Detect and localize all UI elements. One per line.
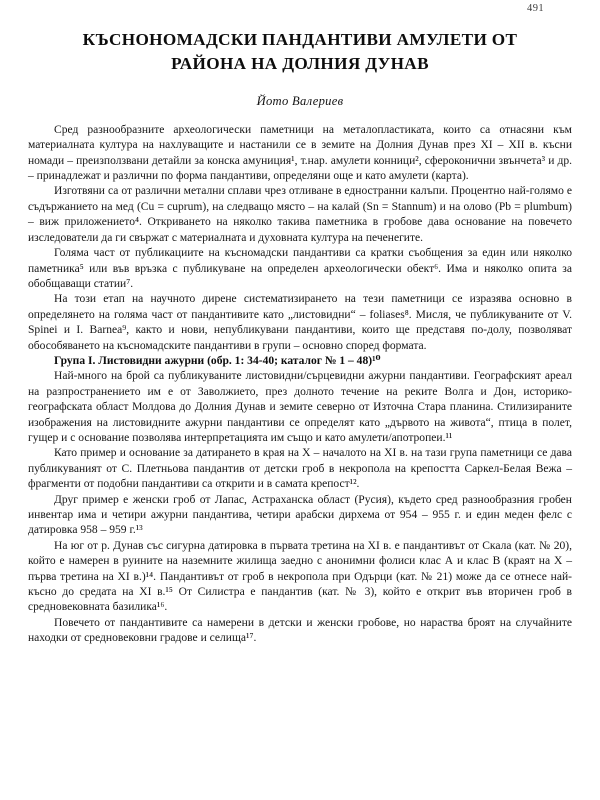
paragraph: На юг от р. Дунав със сигурна датировка в първата третина на XI в. е пандантивът от Скала (кат. № 20), който е намерен в руините на наземните жилища заедно с анонимни фолиси клас А и клас B (краят на X – първа третина на XI в.)¹⁴. Пандантивът от гроб в некропола при Одърци (кат. № 21) може да се отнесе най-късно до средата на XI в.¹⁵ От Силистра е пандантив (кат. № 3), който е открит във вторичен гроб в средновековната базилика¹⁶.	[28, 539, 572, 614]
paragraph: Повечето от пандантивите са намерени в детски и женски гробове, но нараства броят на случайните находки от средновековни градове и селища¹⁷.	[28, 616, 572, 645]
title-block	[28, 28, 572, 109]
body-text-column	[28, 123, 572, 647]
paragraph: Сред разнообразните археологически паметници на металопластиката, които са отнасяни към материалната култура на нахлуващите и настанили се в земите на Долния Дунав през XI – XII в. късни номади – преизползвани детайли за конска амуниция¹, т.нар. амулети конници², сфероконични звънчета³ и др. – принадлежат и различни по форма пандантиви, определяни още и като амулети (карта).	[28, 123, 572, 183]
paragraph: Най-много на брой са публикуваните листовидни/сърцевидни ажурни пандантиви. Географският ареал на разпространението им е от Заволжието, през долното течение на реките Волга и Дон, историко-географската област Молдова до Долния Дунав и земите северно от Източна Стара планина. Стилизираните изображения на листовидните ажурни пандантиви се определят като „дървото на живота“, птица в полет, гущер и с основание позволява интерпретацията им също и като амулети/апотропеи.¹¹	[28, 370, 572, 444]
title-line-1: КЪСНОНОМАДСКИ ПАНДАНТИВИ АМУЛЕТИ ОТ	[82, 30, 518, 49]
paragraph: Изготвяни са от различни метални сплави чрез отливане в едностранни калъпи. Процентно най-голямо е съдържанието на мед (Cu = cuprum), на следващо място – на калай (Sn = Stannum) и на олово (Pb = plumbum) – виж приложението⁴. Откриването на няколко такива паметника в гробове дава основание на повечето изследователи да ги свържат с материалната и духовната култура на печенегите.	[28, 185, 572, 244]
page-number: 491	[527, 3, 544, 14]
paragraph: Друг пример е женски гроб от Лапас, Астраханска област (Русия), където сред разнообразния гробен инвентар има и четири ажурни пандантива, четири арабски дирхема от 954 – 955 г. и един меден фелс с датировка 958 – 959 г.¹³	[28, 493, 572, 537]
page-title	[40, 28, 560, 77]
paragraph: Като пример и основание за датирането в края на X – началото на XI в. на тази група паметници се дава публикуваният от С. Плетньова пандантив от детски гроб в некропола на крепостта Саркел-Белая Вежа – фрагменти от подобни пандантиви са открити и в самата крепост¹².	[28, 447, 572, 491]
title-line-2: РАЙОНА НА ДОЛНИЯ ДУНАВ	[171, 54, 429, 74]
folio-row	[28, 0, 572, 22]
paragraph: Голяма част от публикациите на късномадски пандантиви са кратки съобщения за един или няколко паметника⁵ или във връзка с публикуване на определен археологически обект⁶. Има и няколко опита за обобщаващи статии⁷.	[28, 247, 572, 290]
author-name: Йото Валериев	[256, 93, 344, 108]
section-heading-group-1: Група I. Листовидни ажурни (обр. 1: 34-40; каталог № 1 – 48)¹⁰	[54, 354, 381, 367]
paragraph: На този етап на научното дирене систематизирането на тези паметници се изразява основно в определянето на голяма част от пандантивите като „листовидни“ – foliases⁸. Мисля, че публикуваните от V. Spinei и I. Barnea⁹, както и нови, непубликувани пандантиви, които ще представя по-долу, позволяват обособяването на късномадските пандантиви в групи – основно според формата.	[28, 293, 572, 352]
